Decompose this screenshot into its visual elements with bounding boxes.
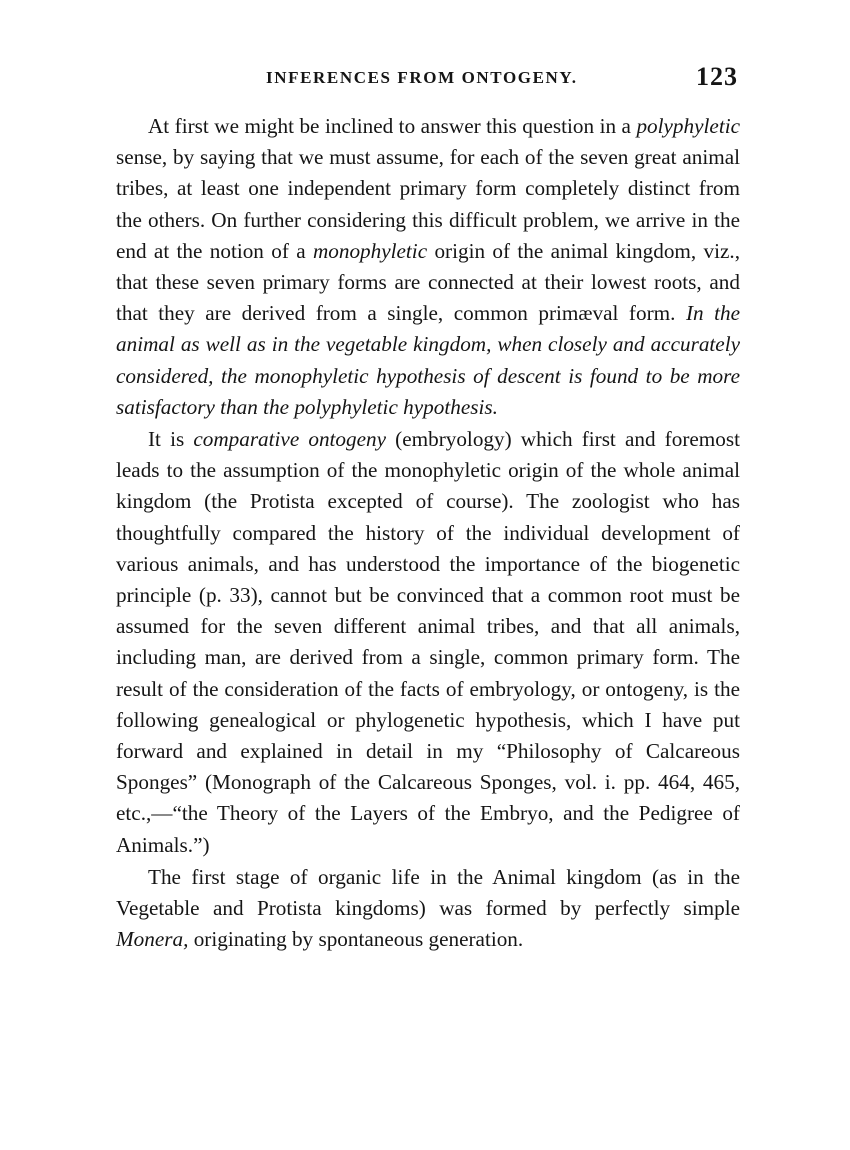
paragraph-1-italic-conclusion: In the animal as well as in the vegetable kingdom, when closely and accurately considered, the monophyletic hypothesis of descent is found to be more satisfactory than the polyphyletic hypothesis. [116, 301, 740, 419]
paragraph-1-segment-5: origin of the animal kingdom, viz., that these seven primary forms are connected at their lowest roots, and that they are derived from a single, common primæval form. [116, 238, 740, 326]
paragraph-2-segment-3: (embryology) which first and foremost leads to the assumption of the monophyletic origin of the whole animal kingdom (the Protista excepted of course). The zoologist who has thoughtfully compared the history of the individual development of various animals, and has understood the importance of the biogenetic principle (p. 33), cannot but be convinced that a common root must be assumed for the seven different animal tribes, and that all animals, including man, are derived from a single, common primary form. The result of the consideration of the facts of embryology, or ontogeny, is the following genealogical or phylogenetic hypothesis, which I have put forward and explained in detail in my “Philosophy of Calcareous Sponges” (Monograph of the Calcareous Sponges, vol. i. pp. 464, 465, etc.,—“the Theory of the Layers of the Embryo, and the Pedigree of Animals.”) [116, 427, 740, 857]
paragraph-1 [116, 111, 740, 423]
paragraph-3-italic-monera: Monera, [116, 927, 189, 952]
paragraph-1-segment-3: sense, by saying that we must assume, for each of the seven great animal tribes, at least one independent primary form completely distinct from the others. On further considering this difficult problem, we arrive in the end at the notion of a [116, 145, 740, 263]
running-head [118, 62, 738, 102]
paragraph-1-segment-1: At first we might be inclined to answer this question in a [148, 114, 637, 138]
paragraph-2-segment-1: It is [148, 427, 194, 452]
page-number: 123 [696, 62, 738, 91]
paragraph-2 [116, 424, 740, 861]
paragraph-3-segment-1: The first stage of organic life in the Animal kingdom (as in the Vegetable and Protista kingdoms) was formed by perfectly simple [116, 864, 740, 921]
running-title: INFERENCES FROM ONTOGENY. [266, 68, 578, 87]
paragraph-3-segment-3: originating by spontaneous generation. [188, 927, 524, 952]
paragraph-2-italic-comparative-ontogeny: comparative ontogeny [193, 427, 387, 452]
paragraph-1-italic-monophyletic: monophyletic [312, 238, 428, 263]
paragraph-1-italic-polyphyletic: polyphyletic [636, 114, 740, 138]
body-text [116, 111, 740, 955]
paragraph-3 [116, 862, 740, 956]
